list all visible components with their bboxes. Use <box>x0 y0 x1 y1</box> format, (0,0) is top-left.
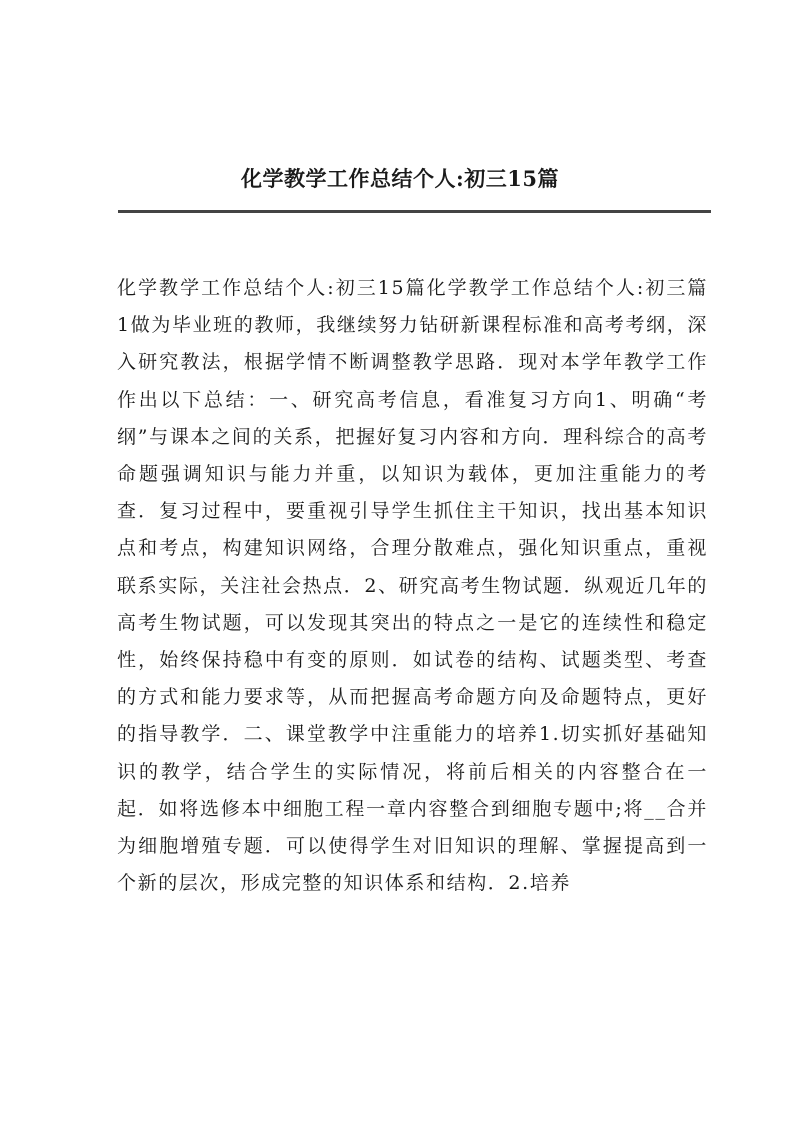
title-divider <box>118 210 711 213</box>
document-title: 化学教学工作总结个人:初三15篇 <box>241 166 559 191</box>
document-body-text: 化学教学工作总结个人:初三15篇化学教学工作总结个人:初三篇1做为毕业班的教师，我继续努力钻研新课程标准和高考考纲，深入研究教法，根据学情不断调整教学思路．现对本学年教学工作作出以下总结：一、研究高考信息，看准复习方向1、明确“考纲”与课本之间的关系，把握好复习内容和方向．理科综合的高考命题强调知识与能力并重，以知识为载体，更加注重能力的考查．复习过程中，要重视引导学生抓住主干知识，找出基本知识点和考点，构建知识网络，合理分散难点，强化知识重点，重视联系实际，关注社会热点．2、研究高考生物试题．纵观近几年的高考生物试题，可以发现其突出的特点之一是它的连续性和稳定性，始终保持稳中有变的原则．如试卷的结构、试题类型、考查的方式和能力要求等，从而把握高考命题方向及命题特点，更好的指导教学．二、课堂教学中注重能力的培养1.切实抓好基础知识的教学，结合学生的实际情况，将前后相关的内容整合在一起．如将选修本中细胞工程一章内容整合到细胞专题中;将__合并为细胞增殖专题．可以使得学生对旧知识的理解、掌握提高到一个新的层次，形成完整的知识体系和结构．2.培养 <box>117 277 708 895</box>
